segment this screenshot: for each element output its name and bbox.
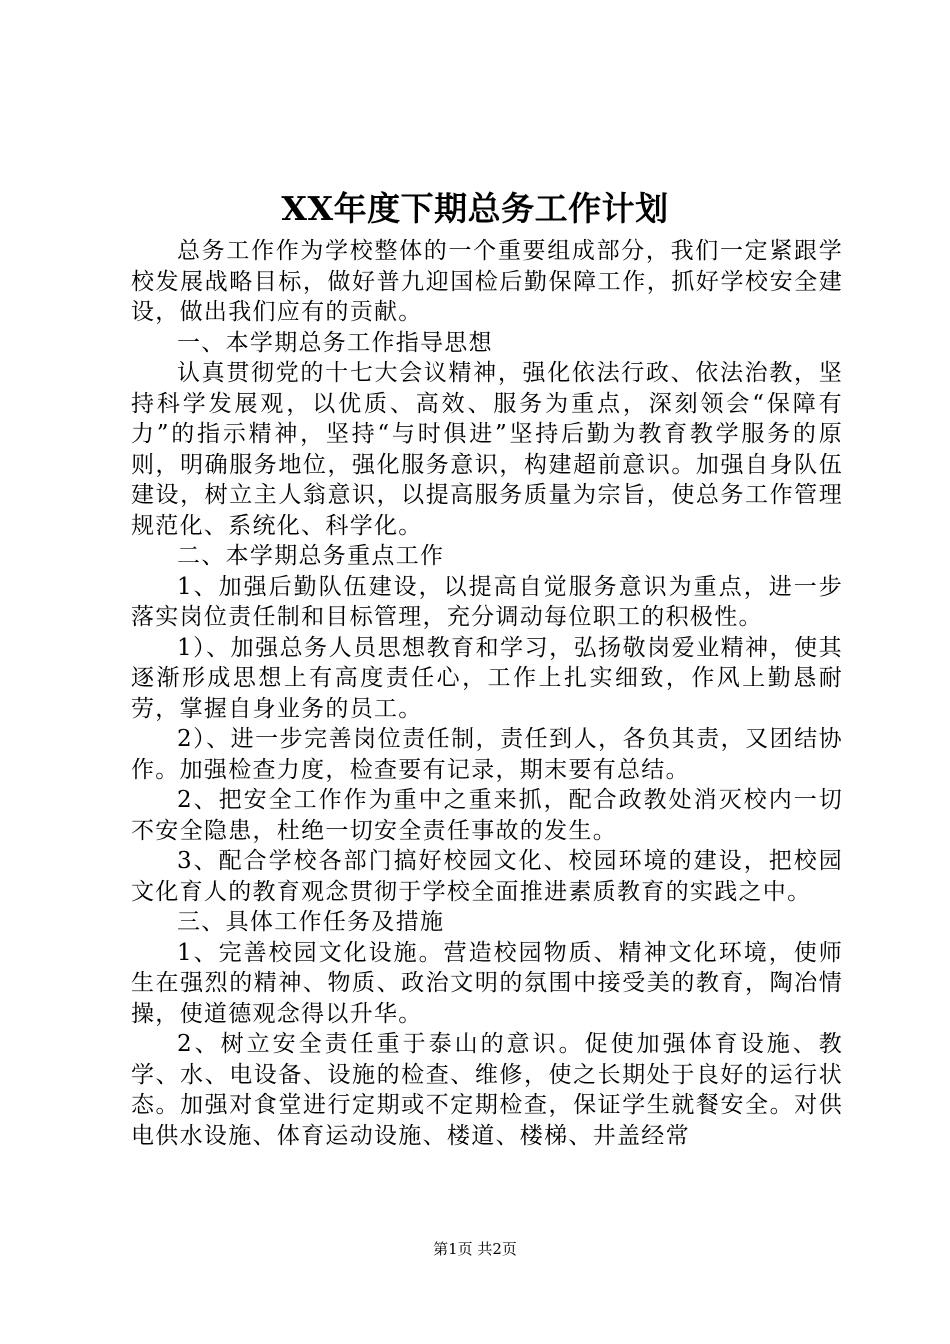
paragraph-guiding-thought: 认真贯彻党的十七大会议精神，强化依法行政、依法治教，坚持科学发展观，以优质、高效、服务为重点，深刻领会“保障有力”的指示精神，坚持“与时俱进”坚持后勤为教育教学服务的原则，明确服务地位，强化服务意识，构建超前意识。加强自身队伍建设，树立主人翁意识，以提高服务质量为宗旨，使总务工作管理规范化、系统化、科学化。 bbox=[131, 360, 843, 539]
paragraph-task-1: 1、完善校园文化设施。营造校园物质、精神文化环境，使师生在强烈的精神、物质、政治文明的氛围中接受美的教育，陶冶情操，使道德观念得以升华。 bbox=[131, 939, 843, 1027]
paragraph-subitem-2: 2）、进一步完善岗位责任制，责任到人，各负其责，又团结协作。加强检查力度，检查要有记录，期末要有总结。 bbox=[131, 726, 843, 783]
paragraph-item-3: 3、配合学校各部门搞好校园文化、校园环境的建设，把校园文化育人的教育观念贯彻于学校全面推进素质教育的实践之中。 bbox=[131, 848, 843, 905]
document-body bbox=[131, 236, 843, 1151]
section-heading-2: 二、本学期总务重点工作 bbox=[177, 543, 445, 569]
paragraph-item-1: 1、加强后勤队伍建设，以提高自觉服务意识为重点，进一步落实岗位责任制和目标管理，充分调动每位职工的积极性。 bbox=[131, 573, 843, 630]
paragraph-intro: 总务工作作为学校整体的一个重要组成部分，我们一定紧跟学校发展战略目标，做好普九迎国检后勤保障工作，抓好学校安全建设，做出我们应有的贡献。 bbox=[131, 238, 843, 325]
section-heading-3: 三、具体工作任务及措施 bbox=[177, 909, 445, 935]
document-title: XX年度下期总务工作计划 bbox=[281, 189, 669, 228]
paragraph-subitem-1: 1）、加强总务人员思想教育和学习，弘扬敬岗爱业精神，使其逐渐形成思想上有高度责任心，工作上扎实细致，作风上勤恳耐劳，掌握自身业务的员工。 bbox=[131, 634, 843, 722]
paragraph-item-2: 2、把安全工作作为重中之重来抓，配合政教处消灭校内一切不安全隐患，杜绝一切安全责任事故的发生。 bbox=[131, 787, 843, 844]
paragraph-task-2: 2、树立安全责任重于泰山的意识。促使加强体育设施、教学、水、电设备、设施的检查、维修，使之长期处于良好的运行状态。加强对食堂进行定期或不定期检查，保证学生就餐安全。对供电供水设施、体育运动设施、楼道、楼梯、井盖经常 bbox=[131, 1031, 843, 1149]
page-number-footer: 第1页 共2页 bbox=[433, 1240, 517, 1258]
section-heading-1: 一、本学期总务工作指导思想 bbox=[177, 329, 493, 356]
